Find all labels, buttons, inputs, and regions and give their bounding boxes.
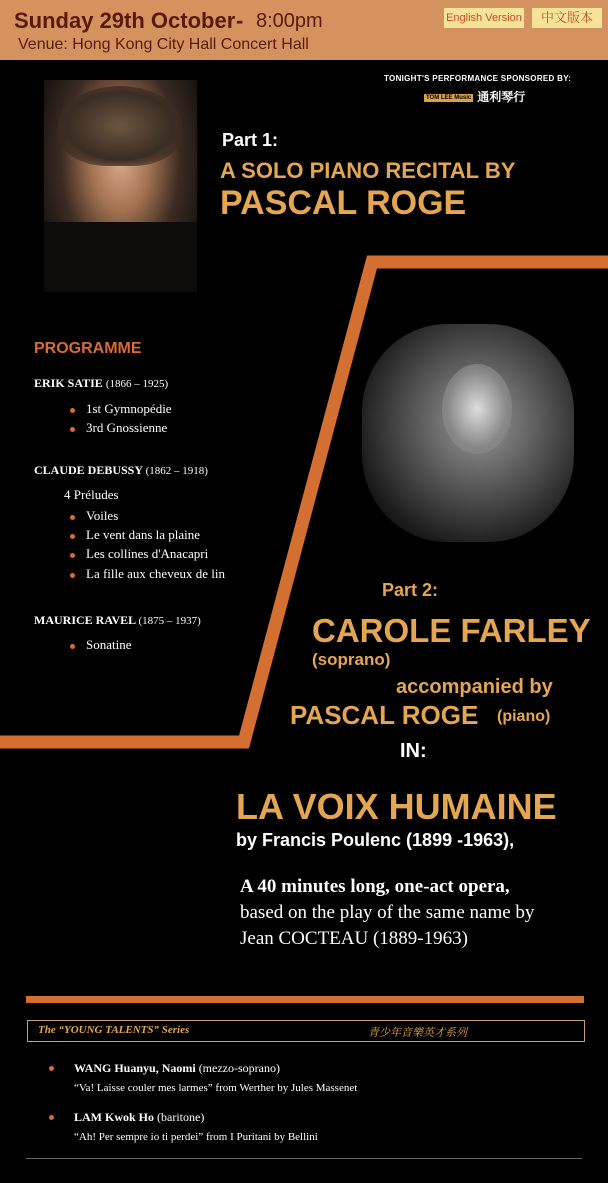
programme-title: PROGRAMME <box>34 340 142 357</box>
opera-title: LA VOIX HUMAINE <box>236 786 557 827</box>
composer-name: MAURICE RAVEL <box>34 613 136 627</box>
part1-performer: PASCAL ROGE <box>220 184 467 222</box>
bullet-icon <box>70 515 75 520</box>
date-time-separator: - <box>236 8 244 33</box>
bullet-icon <box>70 644 75 649</box>
part2-voice: (soprano) <box>312 650 391 669</box>
opera-description-3: Jean COCTEAU (1889-1963) <box>240 928 468 949</box>
section-divider <box>26 996 584 1003</box>
programme-item: 1st Gymnopédie <box>70 401 172 417</box>
photo-shirt <box>44 222 197 292</box>
opera-description-2: based on the play of the same name by <box>240 902 535 923</box>
pascal-roge-photo <box>44 80 197 292</box>
bottom-divider <box>26 1158 582 1159</box>
bullet-icon <box>70 408 75 413</box>
composer-years: (1866 – 1925) <box>105 378 169 390</box>
composer-satie <box>34 376 168 391</box>
bullet-icon <box>70 427 75 432</box>
bullet-icon <box>70 553 75 558</box>
part2-pianist-role: (piano) <box>497 708 551 725</box>
chinese-version-button[interactable]: 中文版本 <box>532 8 602 28</box>
english-version-button[interactable]: English Version <box>444 8 524 28</box>
composer-name: CLAUDE DEBUSSY <box>34 463 143 477</box>
young-talents-title-zh: 青少年音樂英才系列 <box>368 1027 467 1039</box>
composer-name: ERIK SATIE <box>34 376 103 390</box>
performer-name: LAM Kwok Ho (baritone) <box>74 1110 205 1124</box>
event-venue: Venue: Hong Kong City Hall Concert Hall <box>18 36 309 53</box>
performer-name: WANG Huanyu, Naomi (mezzo-soprano) <box>74 1061 280 1075</box>
bullet-icon <box>49 1115 54 1120</box>
programme-intro: 4 Préludes <box>64 487 119 502</box>
part1-subtitle: A SOLO PIANO RECITAL BY <box>220 158 516 183</box>
bullet-icon <box>49 1066 54 1071</box>
programme-item: Voiles <box>70 508 118 524</box>
part1-label: Part 1: <box>222 130 279 150</box>
programme-item: La fille aux cheveux de lin <box>70 566 225 582</box>
carole-farley-photo <box>362 324 574 542</box>
programme-item: Le vent dans la plaine <box>70 527 200 543</box>
programme-item: Sonatine <box>70 637 132 653</box>
event-date: Sunday 29th October <box>14 8 236 33</box>
composer-years: (1875 – 1937) <box>138 615 201 627</box>
bullet-icon <box>70 534 75 539</box>
accompanied-by: accompanied by <box>396 676 553 698</box>
part2-in: IN: <box>400 740 427 762</box>
programme-item: Les collines d'Anacapri <box>70 546 208 562</box>
sponsor-logo-text: 通利琴行 <box>477 90 526 104</box>
programme-item: 3rd Gnossienne <box>70 420 167 436</box>
performer-piece: “Va! Laisse couler mes larmes” from Werther by Jules Massenet <box>74 1082 358 1094</box>
opera-composer: by Francis Poulenc (1899 -1963), <box>236 830 515 850</box>
composer-debussy <box>34 463 208 478</box>
part2-pianist: PASCAL ROGE <box>290 700 479 730</box>
part2-performer: CAROLE FARLEY <box>312 612 591 649</box>
photo-hair <box>58 86 182 166</box>
bullet-icon <box>70 573 75 578</box>
performer-piece: “Ah! Per sempre io ti perdei” from I Puritani by Bellini <box>74 1131 318 1143</box>
young-talents-title-en: The “YOUNG TALENTS” Series <box>38 1024 190 1036</box>
part2-label: Part 2: <box>382 580 439 600</box>
photo-face <box>442 364 512 454</box>
sponsor-logo-mark: TOM LEE Music <box>426 94 472 101</box>
composer-ravel <box>34 613 201 628</box>
event-time: 8:00pm <box>256 10 323 32</box>
sponsor-label: TONIGHT'S PERFORMANCE SPONSORED BY: <box>384 74 572 83</box>
composer-years: (1862 – 1918) <box>145 465 208 477</box>
opera-description-1: A 40 minutes long, one-act opera, <box>240 876 510 897</box>
